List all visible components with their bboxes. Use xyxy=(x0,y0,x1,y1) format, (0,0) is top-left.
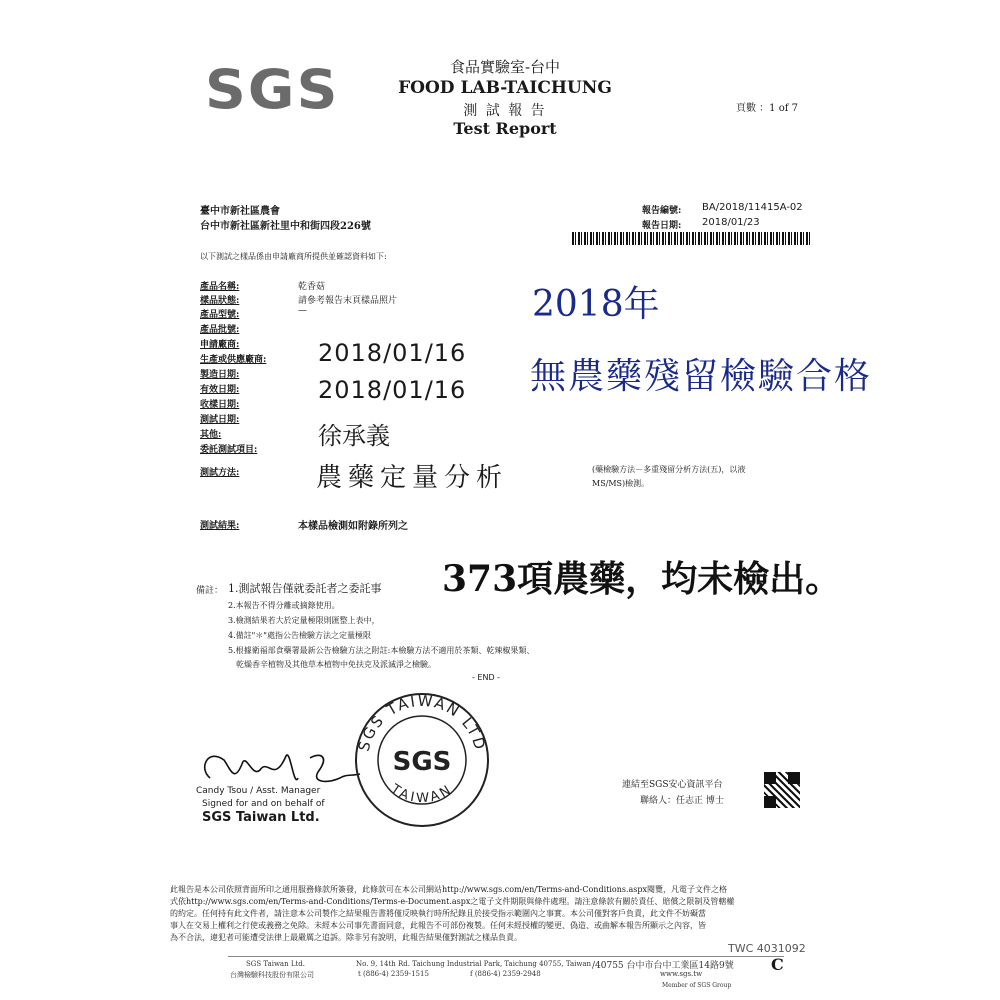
intro-text: 以下測試之樣品係由申請廠商所提供並確認資料如下: xyxy=(200,252,387,261)
footer-divider xyxy=(228,956,784,957)
report-title-zh: 測 試 報 告 xyxy=(463,103,547,119)
company-name-en: SGS Taiwan Ltd. xyxy=(246,960,306,968)
analysis-type: 農藥定量分析 xyxy=(316,463,509,493)
note-line: 乾燥香辛植物及其他草本植物中免扶克及派滅淨之檢驗。 xyxy=(236,660,436,669)
handwritten-pass-note: 無農藥殘留檢驗合格 xyxy=(530,356,873,397)
field-value: 請參考報告末頁樣品照片 xyxy=(298,296,398,306)
company-website[interactable]: www.sgs.tw xyxy=(660,970,703,978)
field-label: 收樣日期: xyxy=(200,400,240,410)
handwritten-year: 2018年 xyxy=(532,284,660,325)
date-value-1: 2018/01/16 xyxy=(318,339,467,367)
handwritten-result-note: 373項農藥，均未檢出。 xyxy=(438,551,845,602)
method-line-2: MS/MS)檢測。 xyxy=(592,479,650,488)
barcode xyxy=(572,232,812,245)
signed-for-text: Signed for and on behalf of xyxy=(202,799,325,809)
date-value-2: 2018/01/16 xyxy=(318,376,467,404)
platform-link-text: 連結至SGS安心資訊平台 xyxy=(622,780,723,790)
field-value: — xyxy=(298,306,307,316)
note-line: 1.測試報告僅就委託者之委託事 xyxy=(228,582,382,595)
footer-line: 為不合法，違犯者可能遭受法律上最嚴厲之追訴。除非另有說明，此報告結果僅對測試之樣品負責。 xyxy=(170,933,522,942)
company-seal xyxy=(352,690,492,830)
seal-center-text: SGS xyxy=(392,747,452,777)
end-marker: - END - xyxy=(472,673,501,682)
footer-line: 事人在交易上權利之行使或義務之免除。未經本公司事先書面同意，此報告不可部份複製。任何未經授權的變更、偽造、或曲解本報告所顯示之內容，皆 xyxy=(170,921,706,930)
report-number-label: 報告編號: xyxy=(642,206,682,216)
company-fax: f (886-4) 2359-2948 xyxy=(470,970,541,978)
result-value: 本樣品檢測如附錄所列之 xyxy=(298,521,408,532)
method-line-1: (藥檢驗方法－多重殘留分析方法(五)，以液 xyxy=(592,465,746,474)
document-code: TWC 4031092 xyxy=(728,942,806,955)
lab-name-en: FOOD LAB-TAICHUNG xyxy=(398,78,612,98)
sgs-logo: SGS xyxy=(205,58,340,121)
footer-line: 的約定。任何持有此文件者，請注意本公司製作之結果報告書將僅反映執行時所紀錄且於接受指示範圍內之事實。本公司僅對客戶負責，此文件不妨礙當 xyxy=(170,909,706,918)
qr-code-icon[interactable] xyxy=(764,772,800,808)
report-date-label: 報告日期: xyxy=(642,221,682,231)
company-name-zh: 台灣檢驗科技股份有限公司 xyxy=(230,971,314,979)
field-label: 產品批號: xyxy=(200,325,240,335)
result-label: 測試結果: xyxy=(200,521,240,531)
signatory-name: Candy Tsou / Asst. Manager xyxy=(196,786,321,796)
person-name: 徐承義 xyxy=(318,422,390,450)
report-number-value: BA/2018/11415A-02 xyxy=(702,202,803,213)
page-number: 頁數 ：1 of 7 xyxy=(736,103,798,114)
seal-ring-bottom: TAIWAN xyxy=(387,781,456,807)
note-line: 4.備註"＊"處指公告檢驗方法之定量極限 xyxy=(228,631,371,640)
client-address: 台中市新社區新社里中和街四段226號 xyxy=(200,221,371,232)
field-label: 產品型號: xyxy=(200,310,240,320)
contact-person: 聯絡人：任志正 博士 xyxy=(640,796,724,806)
field-label: 生產或供應廠商: xyxy=(200,355,267,365)
company-address-zh: /40755 台中市台中工業區14路9號 xyxy=(592,961,734,971)
signatory-company: SGS Taiwan Ltd. xyxy=(202,810,320,825)
footer-line: 此報告是本公司依照背面所印之通用服務條款所簽發，此條款可在本公司網站http://www.sgs.com/en/Terms-and-Conditions.aspx閱覽，凡電子文件之格 xyxy=(170,885,728,894)
note-line: 3.檢測結果若大於定量極限則匯整上表中， xyxy=(228,616,380,625)
client-name: 臺中市新社區農會 xyxy=(200,206,280,217)
field-label: 製造日期: xyxy=(200,370,240,380)
company-phone: t (886-4) 2359-1515 xyxy=(358,970,429,978)
note-line: 5.根據衛福部食藥署最新公告檢驗方法之附註:本檢驗方法不適用於茶類、乾辣椒果類、 xyxy=(228,646,535,655)
report-date-value: 2018/01/23 xyxy=(702,217,760,228)
field-label: 委託測試項目: xyxy=(200,445,258,455)
field-value: 乾香菇 xyxy=(298,282,326,292)
field-label: 有效日期: xyxy=(200,385,240,395)
notes-label: 備註： xyxy=(196,586,224,596)
company-address-en: No. 9, 14th Rd. Taichung Industrial Park, Taichung 40755, Taiwan xyxy=(356,960,592,968)
document-letter: C xyxy=(771,955,784,974)
field-label: 申請廠商: xyxy=(200,340,240,350)
field-label: 產品名稱: xyxy=(200,282,240,292)
field-label: 測試日期: xyxy=(200,415,240,425)
report-title-en: Test Report xyxy=(453,119,557,138)
method-label: 測試方法: xyxy=(200,468,240,478)
footer-line: 式依http://www.sgs.com/en/Terms-and-Conditions/Terms-e-Document.aspx之電子文件期限與條件處理。請注意條款有關於責任、賠償之限制及管轄權 xyxy=(170,897,735,906)
seal-ring-top: SGS TAIWAN LTD xyxy=(354,691,490,754)
field-label: 樣品狀態: xyxy=(200,296,240,306)
field-label: 其他: xyxy=(200,430,222,440)
group-membership: Member of SGS Group xyxy=(662,982,732,989)
lab-name-zh: 食品實驗室-台中 xyxy=(449,58,561,76)
note-line: 2.本報告不得分離或摘錄使用。 xyxy=(228,601,340,610)
